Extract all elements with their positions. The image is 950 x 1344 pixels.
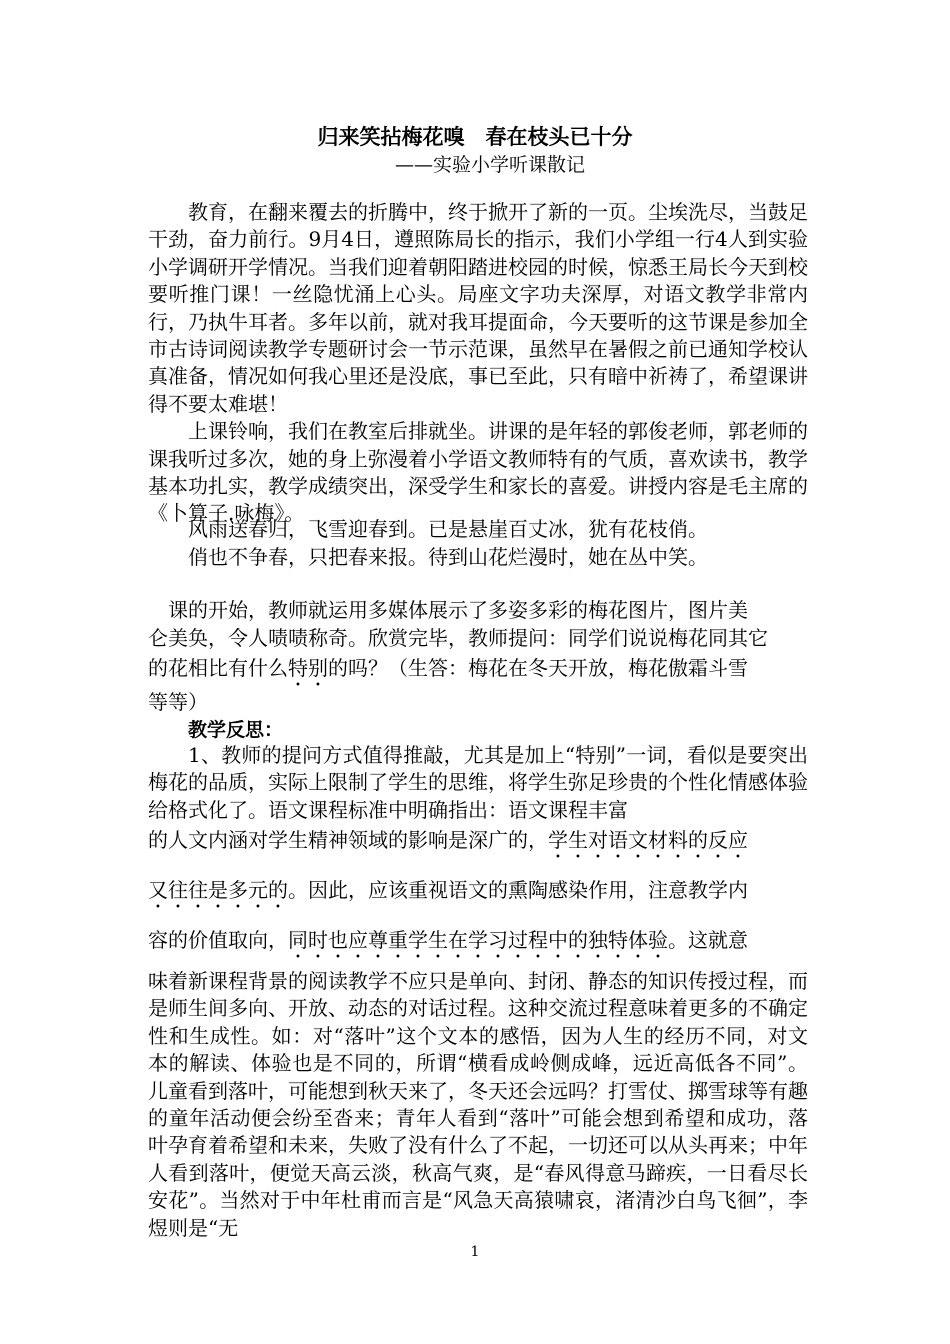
page-number: 1 — [470, 1244, 480, 1260]
poem-line-1: 风雨送春归，飞雪迎春到。已是悬崖百丈冰，犹有花枝俏。 — [188, 517, 708, 541]
lesson-emphasis-special: 特别 — [288, 656, 328, 680]
reflection-line-emph-3 — [148, 926, 808, 963]
reflection-text-a1: 的人文内涵对学生精神领域的影响是深广的， — [148, 828, 548, 852]
reflection-emphasis-2: 又往往是多元的 — [148, 878, 288, 902]
reflection-text-c2: 。这就意 — [668, 928, 748, 952]
reflection-paragraph-final: 味着新课程背景的阅读教学不应只是单向、封闭、静态的知识传授过程，而是师生间多向、开放、动态的对话过程。这种交流过程意味着更多的不确定性和生成性。如：对“落叶”这个文本的感悟，因为人生的经历不同，对文本的解读、体验也是不同的，所谓“横看成岭侧成峰，远近高低各不同”。儿童看到落叶，可能想到秋天来了，冬天还会远吗？打雪仗、掷雪球等有趣的童年活动便会纷至沓来；青年人看到“落叶”可能会想到希望和成功，落叶孕育着希望和未来，失败了没有什么了不起，一切还可以从头再来；中年人看到落叶，便觉天高云淡，秋高气爽，是“春风得意马蹄疾，一日看尽长安花”。当然对于中年杜甫而言是“风急天高猿啸哀，渚清沙白鸟飞徊”，李煜则是“无 — [148, 969, 808, 1240]
paragraph-lesson-line-3 — [148, 654, 808, 691]
paragraph-lesson-line-1: 课的开始，教师就运用多媒体展示了多姿多彩的梅花图片，图片美 — [168, 598, 748, 622]
reflection-line-emph-1 — [148, 826, 808, 863]
reflection-line-emph-2 — [148, 876, 808, 913]
paragraph-intro: 教育，在翻来覆去的折腾中，终于掀开了新的一页。尘埃洗尽，当鼓足干劲，奋力前行。9月4日，遵照陈局长的指示，我们小学组一行4人到实验小学调研开学情况。当我们迎着朝阳踏进校园的时候，惊悉王局长今天到校要听推门课！一丝隐忧涌上心头。局座文字功夫深厚，对语文教学非常内行，乃执牛耳者。多年以前，就对我耳提面命，今天要听的这节课是参加全市古诗词阅读教学专题研讨会一节示范课，虽然早在暑假之前已通知学校认真准备，情况如何我心里还是没底，事已至此，只有暗中祈祷了，希望课讲得不要太难堪！ — [148, 200, 808, 416]
reflection-text-c1: 容的价值取向， — [148, 928, 288, 952]
paragraph-lesson-line-4: 等等） — [148, 690, 208, 714]
reflection-paragraph-1: 1、教师的提问方式值得推敲，尤其是加上“特别”一词，看似是要突出梅花的品质，实际上限制了学生的思维，将学生弥足珍贵的个性化情感体验给格式化了。语文课程标准中明确指出：语文课程丰富 — [148, 743, 808, 822]
lesson-text-a: 的花相比有什么 — [148, 656, 288, 680]
body-intro — [148, 199, 808, 528]
reflection-text-b2: 。因此，应该重视语文的熏陶感染作用，注意教学内 — [288, 878, 748, 902]
paragraph-class-start: 上课铃响，我们在教室后排就坐。讲课的是年轻的郭俊老师，郭老师的课我听过多次，她的身上弥漫着小学语文教师特有的气质，喜欢读书，教学基本功扎实，教学成绩突出，深受学生和家长的喜爱。讲授内容是毛主席的《卜算子.咏梅》。 — [148, 419, 808, 526]
paragraph-lesson-line-2: 仑美奂，令人啧啧称奇。欣赏完毕，教师提问：同学们说说梅花同其它 — [148, 626, 768, 650]
poem-line-2: 俏也不争春，只把春来报。待到山花烂漫时，她在丛中笑。 — [188, 545, 708, 569]
reflection-emphasis-1: 学生对语文材料的反应 — [548, 828, 748, 852]
document-title: 归来笑拈梅花嗅 春在枝头已十分 — [317, 125, 633, 149]
lesson-text-b: 的吗？（生答：梅花在冬天开放，梅花傲霜斗雪 — [328, 656, 748, 680]
document-subtitle: ——实验小学听课散记 — [395, 154, 586, 176]
reflection-heading: 教学反思： — [188, 719, 284, 741]
reflection-emphasis-3: 同时也应尊重学生在学习过程中的独特体验 — [288, 928, 668, 952]
